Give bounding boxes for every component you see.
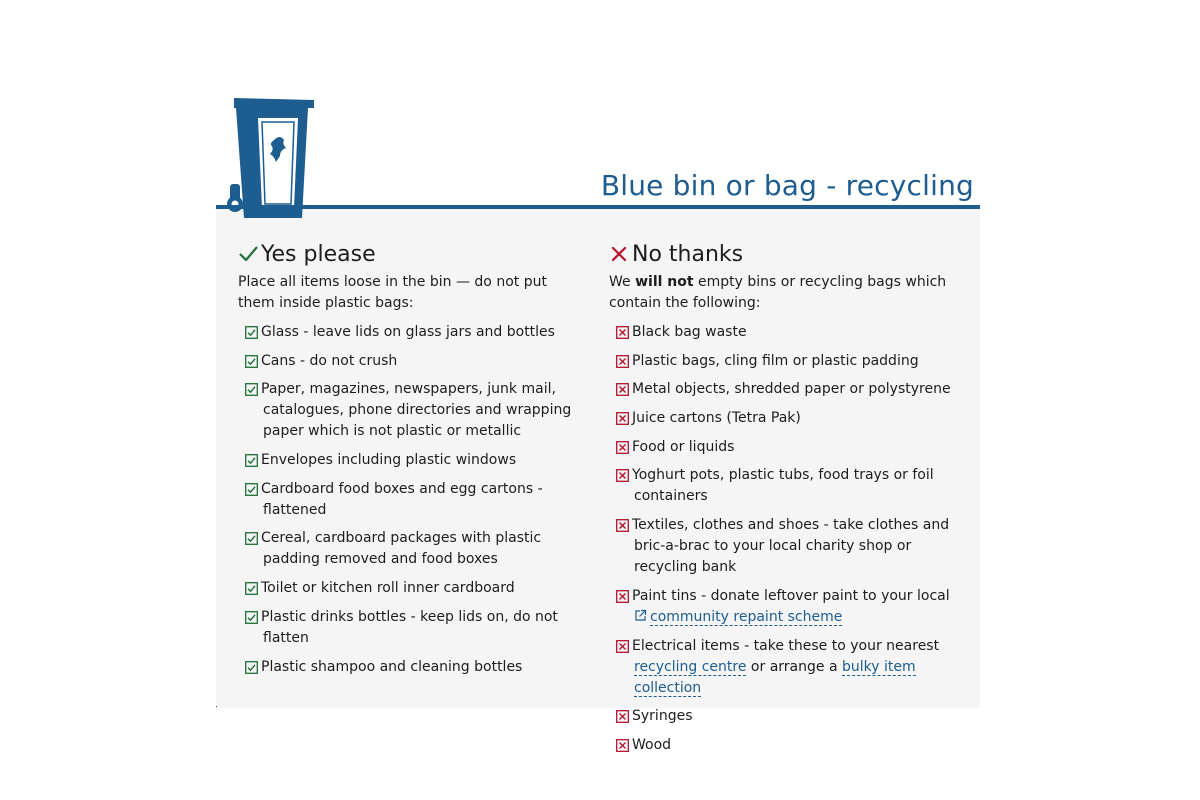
checkbox-checked-icon	[245, 326, 258, 339]
checkbox-cross-icon	[616, 640, 629, 653]
list-item-paint: Paint tins - donate leftover paint to your local community repaint scheme	[609, 586, 964, 628]
bulky-item-collection-link[interactable]: bulky item collection	[634, 658, 916, 696]
list-item: Metal objects, shredded paper or polystyrene	[609, 379, 964, 400]
list-item-electrical: Electrical items - take these to your nearest recycling centre or arrange a bulky item collection	[609, 636, 964, 699]
list-item: Wood	[609, 735, 964, 756]
checkmark-icon	[238, 244, 258, 264]
external-link-icon	[634, 609, 647, 622]
checkbox-checked-icon	[245, 582, 258, 595]
yes-column	[238, 240, 583, 685]
checkbox-cross-icon	[616, 469, 629, 482]
checkbox-checked-icon	[245, 483, 258, 496]
list-item: Paper, magazines, newspapers, junk mail, catalogues, phone directories and wrapping paper which is not plastic or metallic	[238, 379, 583, 442]
checkbox-cross-icon	[616, 383, 629, 396]
no-heading	[609, 240, 964, 268]
no-column	[609, 240, 964, 764]
yes-heading-label: Yes please	[261, 241, 376, 267]
edge-mark	[216, 706, 217, 707]
yes-heading	[238, 240, 583, 268]
list-item: Textiles, clothes and shoes - take clothes and bric-a-brac to your local charity shop or recycling bank	[609, 515, 964, 578]
list-item: Yoghurt pots, plastic tubs, food trays or foil containers	[609, 465, 964, 507]
list-item: Cans - do not crush	[238, 351, 583, 372]
checkbox-checked-icon	[245, 454, 258, 467]
checkbox-checked-icon	[245, 355, 258, 368]
cross-icon	[609, 244, 629, 264]
list-item: Toilet or kitchen roll inner cardboard	[238, 578, 583, 599]
list-item: Envelopes including plastic windows	[238, 450, 583, 471]
checkbox-cross-icon	[616, 590, 629, 603]
list-item: Cardboard food boxes and egg cartons - flattened	[238, 479, 583, 521]
checkbox-checked-icon	[245, 532, 258, 545]
checkbox-cross-icon	[616, 710, 629, 723]
checkbox-cross-icon	[616, 326, 629, 339]
no-list	[609, 322, 964, 756]
list-item: Plastic bags, cling film or plastic padding	[609, 351, 964, 372]
list-item: Food or liquids	[609, 437, 964, 458]
checkbox-cross-icon	[616, 739, 629, 752]
list-item: Plastic drinks bottles - keep lids on, do not flatten	[238, 607, 583, 649]
checkbox-cross-icon	[616, 441, 629, 454]
checkbox-checked-icon	[245, 611, 258, 624]
list-item: Black bag waste	[609, 322, 964, 343]
list-item: Syringes	[609, 706, 964, 727]
checkbox-cross-icon	[616, 519, 629, 532]
title-rule	[216, 205, 980, 209]
checkbox-cross-icon	[616, 355, 629, 368]
list-item: Glass - leave lids on glass jars and bottles	[238, 322, 583, 343]
no-heading-label: No thanks	[632, 241, 744, 267]
list-item: Cereal, cardboard packages with plastic padding removed and food boxes	[238, 528, 583, 570]
community-repaint-scheme-link[interactable]: community repaint scheme	[650, 608, 843, 625]
checkbox-checked-icon	[245, 383, 258, 396]
yes-intro: Place all items loose in the bin — do not put them inside plastic bags:	[238, 274, 547, 311]
list-item: Plastic shampoo and cleaning bottles	[238, 657, 583, 678]
recycling-centre-link[interactable]: recycling centre	[634, 658, 747, 675]
checkbox-checked-icon	[245, 661, 258, 674]
yes-list	[238, 322, 583, 678]
page-title: Blue bin or bag - recycling	[600, 169, 974, 202]
checkbox-cross-icon	[616, 412, 629, 425]
list-item: Juice cartons (Tetra Pak)	[609, 408, 964, 429]
no-intro: We will not empty bins or recycling bags which contain the following:	[609, 274, 947, 311]
